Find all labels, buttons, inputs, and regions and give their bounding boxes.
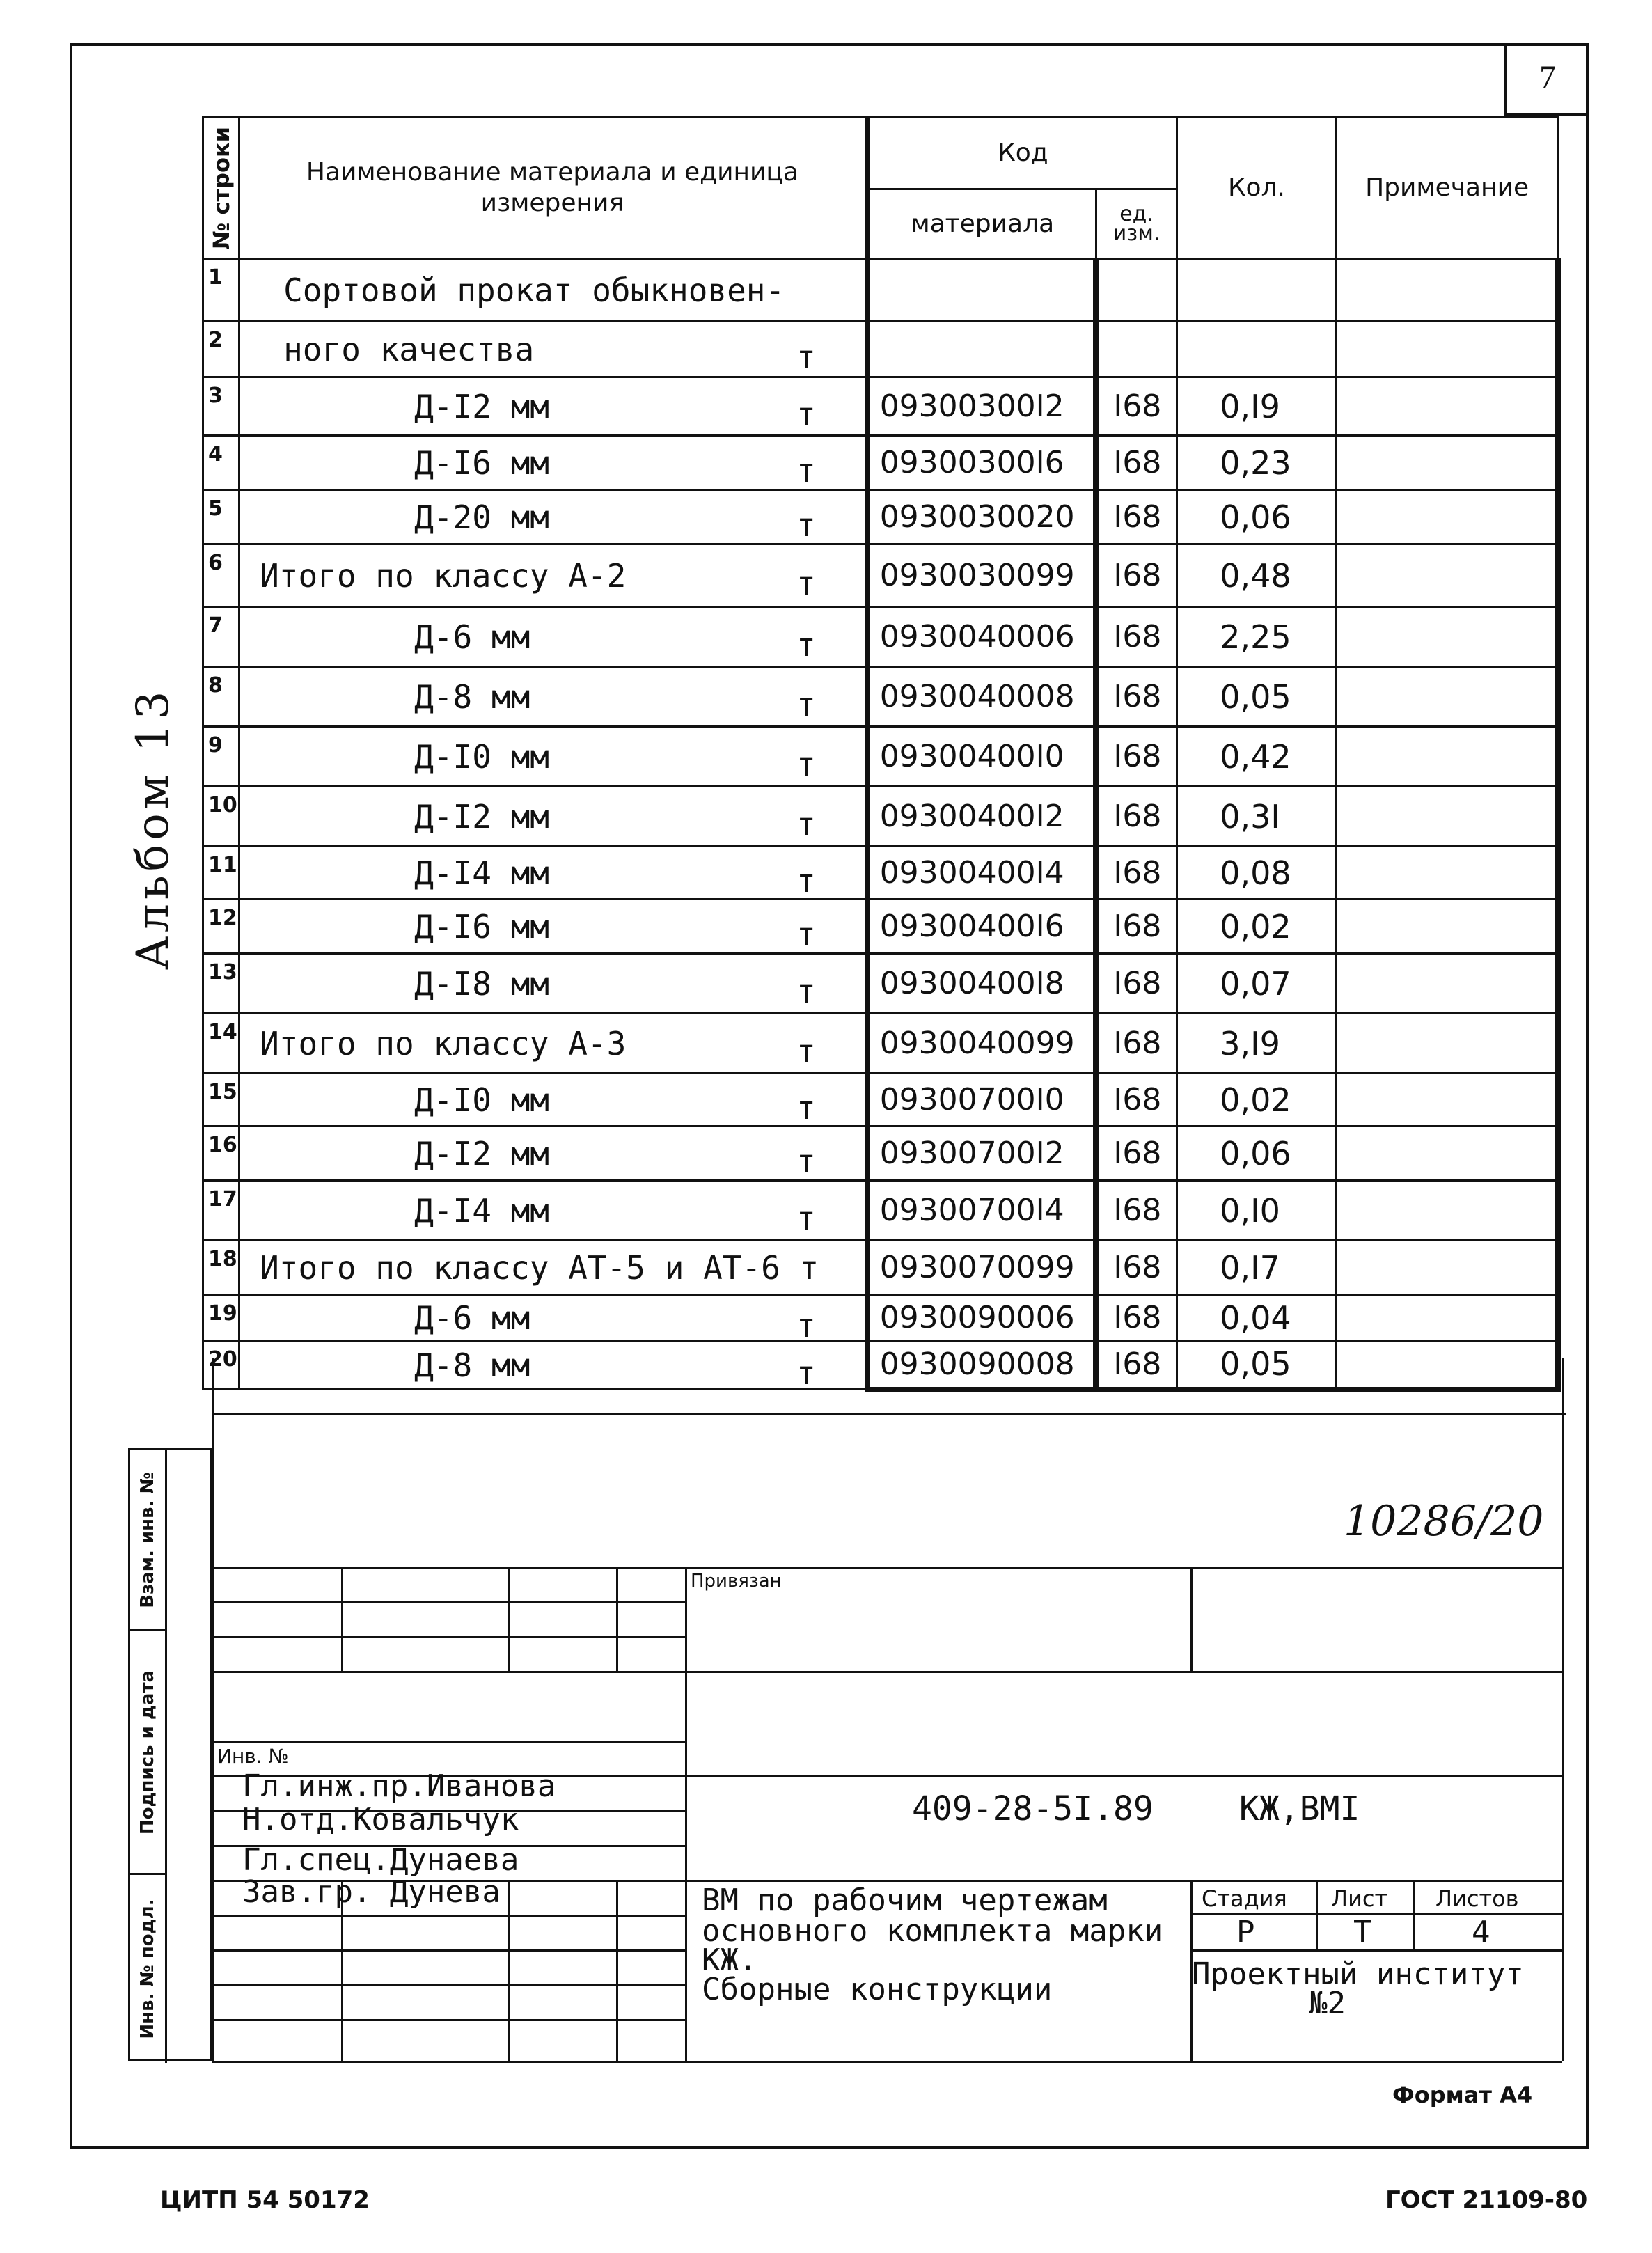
- quantity: 0,23: [1177, 436, 1337, 490]
- quantity: 0,I9: [1177, 377, 1337, 436]
- sheets-label: Листов: [1435, 1885, 1519, 1912]
- note: [1336, 322, 1558, 377]
- table-row: [203, 1295, 1559, 1341]
- row-number: 5: [203, 490, 239, 544]
- row-number: 12: [203, 900, 239, 954]
- material-code: 09300700I2: [867, 1126, 1096, 1181]
- material-name-cell: [239, 259, 867, 322]
- table-row: [203, 436, 1559, 490]
- measure-unit: т: [796, 972, 816, 1010]
- stage-value: Р: [1236, 1915, 1255, 1950]
- note: [1336, 1241, 1558, 1295]
- material-name: Д-20 мм: [414, 498, 549, 536]
- row-number: 7: [203, 607, 239, 667]
- measure-unit: т: [796, 1032, 816, 1070]
- row-number: 18: [203, 1241, 239, 1295]
- material-code: 0930030099: [867, 544, 1096, 607]
- material-name: Сортовой прокат обыкновен-: [283, 271, 785, 309]
- quantity: 0,48: [1177, 544, 1337, 607]
- quantity: 0,07: [1177, 954, 1337, 1014]
- measure-unit: т: [796, 1088, 816, 1126]
- note: [1336, 1014, 1558, 1074]
- note: [1336, 259, 1558, 322]
- quantity: 0,05: [1177, 667, 1337, 727]
- material-name-cell: [239, 1074, 867, 1126]
- material-name-cell: [239, 1181, 867, 1241]
- material-name-cell: [239, 1295, 867, 1341]
- table-row: [203, 727, 1559, 787]
- sheet-label: Лист: [1331, 1885, 1388, 1912]
- quantity: 0,02: [1177, 1074, 1337, 1126]
- unit-code: I68: [1096, 1181, 1177, 1241]
- row-number: 9: [203, 727, 239, 787]
- person-4: Зав.гр. Дунева: [242, 1874, 501, 1910]
- unit-code: I68: [1096, 900, 1177, 954]
- material-spec-table: [202, 116, 1561, 1392]
- material-code: 0930030020: [867, 490, 1096, 544]
- table-row: [203, 377, 1559, 436]
- material-name: Д-I4 мм: [414, 1191, 549, 1230]
- row-number: 19: [203, 1295, 239, 1341]
- stage-label: Стадия: [1202, 1885, 1287, 1912]
- album-label-text: Альбом 13: [127, 686, 179, 971]
- row-number: 1: [203, 259, 239, 322]
- org-line-2: №2: [1309, 1986, 1346, 2021]
- measure-unit: т: [796, 1353, 816, 1390]
- note: [1336, 787, 1558, 847]
- material-code: 0930090008: [867, 1341, 1096, 1390]
- row-number: 2: [203, 322, 239, 377]
- material-code: [867, 322, 1096, 377]
- footer-right: ГОСТ 21109-80: [1385, 2186, 1588, 2214]
- material-name-cell: [239, 490, 867, 544]
- material-code: [867, 259, 1096, 322]
- measure-unit: т: [796, 805, 816, 843]
- table-row: [203, 847, 1559, 900]
- table-row: [203, 1014, 1559, 1074]
- note: [1336, 436, 1558, 490]
- unit-code: I68: [1096, 787, 1177, 847]
- org-line-1: Проектный институт: [1192, 1956, 1524, 1992]
- note: [1336, 607, 1558, 667]
- measure-unit: т: [796, 625, 816, 664]
- material-code: 09300400I0: [867, 727, 1096, 787]
- material-name-cell: [239, 954, 867, 1014]
- row-number: 14: [203, 1014, 239, 1074]
- side-cell-inv-podl: Инв. № подл.: [137, 1899, 158, 2039]
- material-name: Д-I2 мм: [414, 387, 549, 425]
- unit-code: [1096, 322, 1177, 377]
- unit-code: I68: [1096, 490, 1177, 544]
- row-number: 8: [203, 667, 239, 727]
- row-number: 4: [203, 436, 239, 490]
- table-row: [203, 1074, 1559, 1126]
- note: [1336, 1074, 1558, 1126]
- unit-code: I68: [1096, 727, 1177, 787]
- material-name-cell: [239, 436, 867, 490]
- row-number: 11: [203, 847, 239, 900]
- measure-unit: т: [796, 1142, 816, 1180]
- quantity: 0,3I: [1177, 787, 1337, 847]
- note: [1336, 1295, 1558, 1341]
- material-name: Д-I0 мм: [414, 1081, 549, 1119]
- measure-unit: т: [796, 451, 816, 489]
- material-code: 09300700I0: [867, 1074, 1096, 1126]
- material-name: Итого по классу А-3: [260, 1024, 627, 1062]
- quantity: 0,42: [1177, 727, 1337, 787]
- page-number: 7: [1504, 43, 1589, 116]
- quantity: [1177, 322, 1337, 377]
- note: [1336, 667, 1558, 727]
- footer-left: ЦИТП 54 50172: [160, 2186, 370, 2214]
- person-3: Гл.спец.Дунаева: [242, 1842, 519, 1878]
- unit-code: I68: [1096, 607, 1177, 667]
- table-row: [203, 1181, 1559, 1241]
- row-number: 6: [203, 544, 239, 607]
- row-number: 10: [203, 787, 239, 847]
- row-number: 13: [203, 954, 239, 1014]
- material-name: Д-8 мм: [414, 1346, 530, 1384]
- quantity: 0,06: [1177, 490, 1337, 544]
- table-row: [203, 667, 1559, 727]
- material-code: 09300400I4: [867, 847, 1096, 900]
- sheet-value: Т: [1353, 1915, 1372, 1950]
- unit-code: I68: [1096, 1295, 1177, 1341]
- material-name-cell: [239, 1126, 867, 1181]
- material-name-cell: [239, 1241, 867, 1295]
- unit-code: I68: [1096, 1341, 1177, 1390]
- material-code: 09300400I6: [867, 900, 1096, 954]
- material-name-cell: [239, 727, 867, 787]
- unit-code: I68: [1096, 1014, 1177, 1074]
- material-name: Д-6 мм: [414, 1298, 530, 1337]
- material-name: Д-I2 мм: [414, 797, 549, 835]
- table-row: [203, 1241, 1559, 1295]
- table-row: [203, 322, 1559, 377]
- measure-unit: т: [796, 395, 816, 433]
- note: [1336, 900, 1558, 954]
- privyazan-label: Привязан: [691, 1571, 782, 1592]
- unit-code: I68: [1096, 377, 1177, 436]
- header-row-no: № строки: [203, 117, 239, 259]
- row-number: 3: [203, 377, 239, 436]
- desc-line-1: ВМ по рабочим чертежам: [702, 1883, 1108, 1918]
- material-name: Д-8 мм: [414, 677, 530, 716]
- person-2: Н.отд.Ковальчук: [242, 1802, 519, 1837]
- material-name-cell: [239, 1014, 867, 1074]
- header-material: материала: [867, 189, 1096, 259]
- table-row: [203, 1126, 1559, 1181]
- header-name: Наименование материала и единица измерения: [239, 117, 867, 259]
- note: [1336, 1181, 1558, 1241]
- unit-code: I68: [1096, 847, 1177, 900]
- quantity: 0,I0: [1177, 1181, 1337, 1241]
- material-code: 09300300I6: [867, 436, 1096, 490]
- unit-code: I68: [1096, 1241, 1177, 1295]
- quantity: 0,I7: [1177, 1241, 1337, 1295]
- side-cell-podpis: Подпись и дата: [130, 1631, 165, 1875]
- material-name-cell: [239, 607, 867, 667]
- material-name: Д-I6 мм: [414, 907, 549, 945]
- unit-code: I68: [1096, 436, 1177, 490]
- measure-unit: т: [796, 1199, 816, 1237]
- note: [1336, 1341, 1558, 1390]
- row-number: 15: [203, 1074, 239, 1126]
- table-row: [203, 607, 1559, 667]
- row-number: 17: [203, 1181, 239, 1241]
- note: [1336, 954, 1558, 1014]
- unit-code: I68: [1096, 1126, 1177, 1181]
- table-row: [203, 544, 1559, 607]
- inv-no-label: Инв. №: [217, 1745, 289, 1768]
- note: [1336, 490, 1558, 544]
- header-code: Код: [867, 117, 1177, 189]
- quantity: 0,04: [1177, 1295, 1337, 1341]
- material-code: 0930070099: [867, 1241, 1096, 1295]
- header-note: Примечание: [1336, 117, 1558, 259]
- measure-unit: т: [796, 915, 816, 953]
- handwritten-number: 10286/20: [1344, 1497, 1544, 1546]
- measure-unit: т: [796, 564, 816, 602]
- note: [1336, 847, 1558, 900]
- table-row: [203, 259, 1559, 322]
- quantity: 0,08: [1177, 847, 1337, 900]
- material-code: 0930040006: [867, 607, 1096, 667]
- note: [1336, 727, 1558, 787]
- material-name-cell: [239, 667, 867, 727]
- quantity: 2,25: [1177, 607, 1337, 667]
- row-number: 20: [203, 1341, 239, 1390]
- material-code: 09300300I2: [867, 377, 1096, 436]
- side-stamp-strip: [128, 1448, 212, 2061]
- quantity: 0,02: [1177, 900, 1337, 954]
- material-name-cell: [239, 322, 867, 377]
- measure-unit: т: [796, 505, 816, 544]
- material-code: 09300400I2: [867, 787, 1096, 847]
- quantity: 0,06: [1177, 1126, 1337, 1181]
- material-name: Д-I4 мм: [414, 854, 549, 892]
- unit-code: I68: [1096, 954, 1177, 1014]
- header-unit: ед. изм.: [1096, 189, 1177, 259]
- person-1: Гл.инж.пр.Иванова: [242, 1768, 556, 1804]
- unit-code: [1096, 259, 1177, 322]
- table-row: [203, 954, 1559, 1014]
- material-code: 09300700I4: [867, 1181, 1096, 1241]
- side-cell-vzam: Взам. инв. №: [130, 1450, 165, 1631]
- material-name: Итого по классу А-2: [260, 556, 627, 595]
- quantity: [1177, 259, 1337, 322]
- measure-unit: т: [796, 861, 816, 900]
- material-code: 0930040008: [867, 667, 1096, 727]
- material-name-cell: [239, 787, 867, 847]
- note: [1336, 377, 1558, 436]
- material-name: Д-I0 мм: [414, 737, 549, 776]
- material-name: Д-I6 мм: [414, 443, 549, 482]
- measure-unit: т: [796, 685, 816, 723]
- material-name: Д-I2 мм: [414, 1134, 549, 1172]
- quantity: 0,05: [1177, 1341, 1337, 1390]
- material-name-cell: [239, 1341, 867, 1390]
- material-name-cell: [239, 847, 867, 900]
- desc-line-2: основного комплекта марки: [702, 1913, 1163, 1949]
- material-name: Д-6 мм: [414, 618, 530, 656]
- table-row: [203, 490, 1559, 544]
- desc-line-4: Сборные конструкции: [702, 1972, 1053, 2007]
- measure-unit: т: [796, 1306, 816, 1341]
- material-name-cell: [239, 544, 867, 607]
- note: [1336, 1126, 1558, 1181]
- header-qty: Кол.: [1177, 117, 1337, 259]
- material-name: Итого по классу АТ-5 и АТ-6 т: [260, 1248, 819, 1287]
- note: [1336, 544, 1558, 607]
- material-name: ного качества: [283, 330, 535, 368]
- sheets-value: 4: [1472, 1915, 1490, 1950]
- material-code: 09300400I8: [867, 954, 1096, 1014]
- unit-code: I68: [1096, 1074, 1177, 1126]
- material-name-cell: [239, 377, 867, 436]
- table-row: [203, 1341, 1559, 1390]
- table-row: [203, 787, 1559, 847]
- document-code: 409-28-5I.89: [912, 1789, 1154, 1828]
- table-row: [203, 900, 1559, 954]
- desc-line-3: КЖ.: [702, 1942, 757, 1978]
- material-name-cell: [239, 900, 867, 954]
- measure-unit: т: [796, 745, 816, 783]
- material-name: Д-I8 мм: [414, 964, 549, 1003]
- material-code: 0930040099: [867, 1014, 1096, 1074]
- document-mark: КЖ,ВМI: [1239, 1789, 1360, 1828]
- unit-code: I68: [1096, 544, 1177, 607]
- material-code: 0930090006: [867, 1295, 1096, 1341]
- row-number: 16: [203, 1126, 239, 1181]
- unit-code: I68: [1096, 667, 1177, 727]
- quantity: 3,I9: [1177, 1014, 1337, 1074]
- format-label: Формат А4: [1392, 2082, 1533, 2108]
- measure-unit: т: [796, 338, 816, 376]
